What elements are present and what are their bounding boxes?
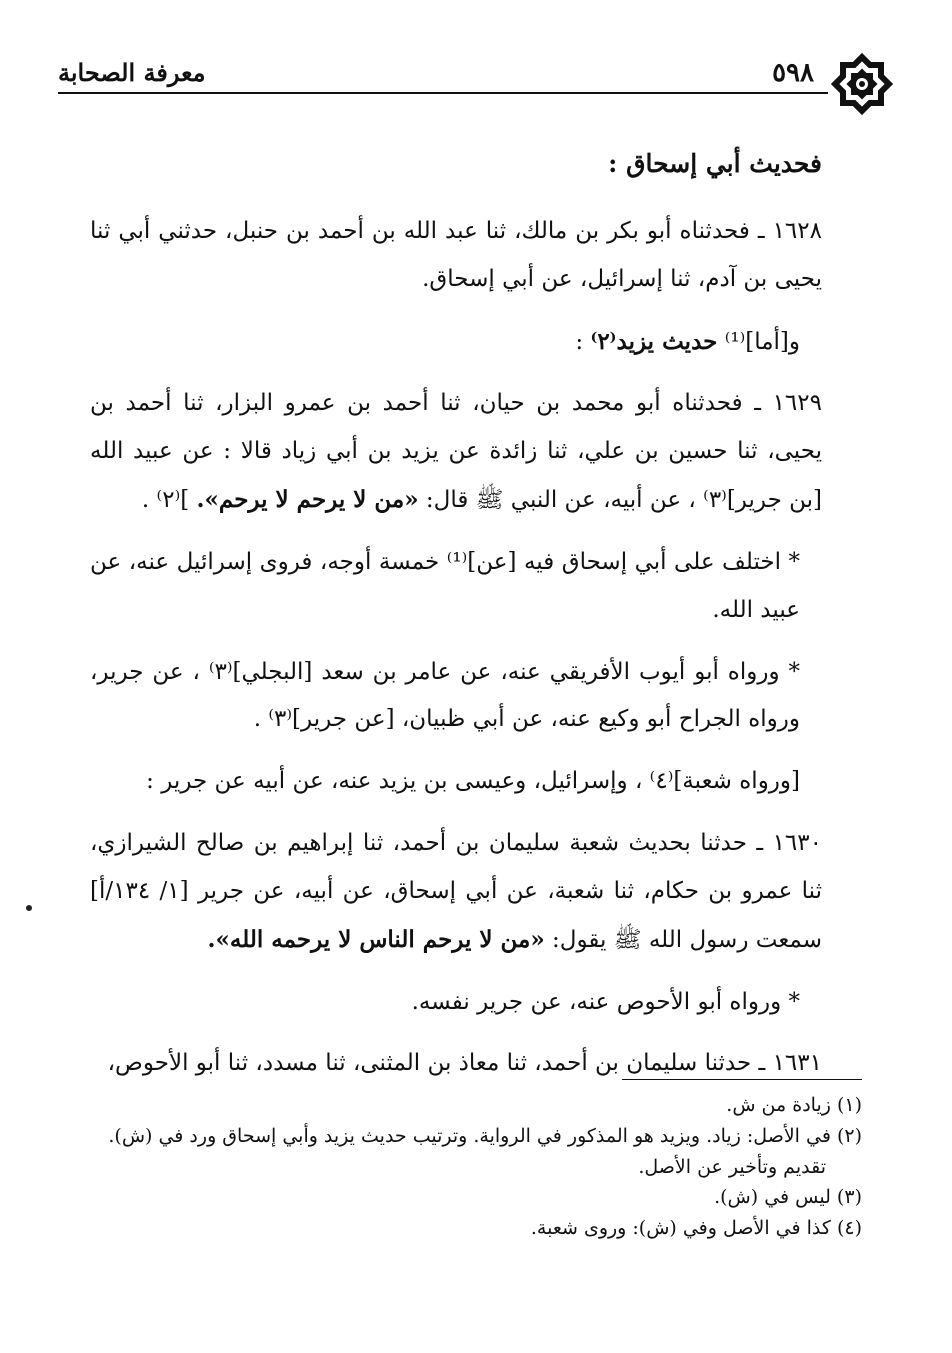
hadith-1629-text: ١٦٢٩ ـ فحدثناه أبو محمد بن حيان، ثنا أحمد بن عمرو البزار، ثنا أحمد بن يحيى، ثنا حسين بن علي، ثنا زائدة عن يزيد بن أبي زياد قالا : عن عبيد الله [بن جرير]⁽٣⁾ ، عن أبيه، عن النبي ﷺ قال: [90,390,822,514]
running-title: معرفة الصحابة [58,58,206,87]
footnote-1: (١) زيادة من ش. [726,1094,862,1116]
footnote-rule [622,1079,862,1080]
hadith-1631: ١٦٣١ ـ حدثنا سليمان بن أحمد، ثنا معاذ بن المثنى، ثنا مسدد، ثنا أبو الأحوص، [107,1050,822,1077]
hadith-1629 [90,380,822,524]
sub-heading-bold: حديث يزيد⁽٢⁾ [590,327,718,355]
header-rule [58,92,828,94]
footnote-2: (٢) في الأصل: زياد. ويزيد هو المذكور في الرواية. وترتيب حديث يزيد وأبي إسحاق ورد في (ش). [108,1124,862,1147]
hadith-1628: ١٦٢٨ ـ فحدثناه أبو بكر بن مالك، ثنا عبد الله بن أحمد بن حنبل، حدثني أبي ثنا يحيى بن آدم، ثنا إسرائيل، عن أبي إسحاق. [90,218,822,292]
hadith-1630-quote: «من لا يرحم الناس لا يرحمه الله». [207,925,545,953]
octagonal-star-ornament-icon [830,52,894,116]
hadith-1630 [90,820,822,964]
hadith-1629-quote: «من لا يرحم لا يرحم». [196,486,419,514]
sub-heading-suffix: : [575,328,584,355]
margin-mark [26,905,32,911]
page-header [58,52,894,108]
hadith-1629-end: ]⁽٢⁾ . [141,487,190,514]
sub-heading-prefix: و[أما]⁽¹⁾ [724,328,800,355]
hadith-1630-text: ١٦٣٠ ـ حدثنا بحديث شعبة سليمان بن أحمد، ثنا إبراهيم بن صالح الشيرازي، ثنا عمرو بن حكام، ثنا شعبة، عن أبي إسحاق، عن أبيه، عن جرير [١/ ١٣٤/أ] سمعت رسول الله ﷺ يقول: [90,830,822,953]
footnote-3: (٣) ليس في (ش). [714,1186,862,1209]
page-number: ٥٩٨ [772,58,814,88]
note-4: * ورواه أبو الأحوص عنه، عن جرير نفسه. [411,988,800,1015]
note-3: [ورواه شعبة]⁽٤⁾ ، وإسرائيل، وعيسى بن يزيد عنه، عن أبيه عن جرير : [146,768,800,795]
footnotes [90,1090,862,1244]
footnote-4: (٤) كذا في الأصل وفي (ش): وروى شعبة. [530,1217,862,1240]
section-heading: فحديث أبي إسحاق : [608,149,822,178]
footnote-2-continued: تقديم وتأخير عن الأصل. [638,1155,826,1178]
sub-heading [90,318,822,367]
note-1: * اختلف على أبي إسحاق فيه [عن]⁽¹⁾ خمسة أوجه، فروى إسرائيل عنه، عن عبيد الله. [90,548,801,623]
main-text [90,138,822,1102]
note-2: * ورواه أبو أيوب الأفريقي عنه، عن عامر بن سعد [البجلي]⁽٣⁾ ، عن جرير، ورواه الجراح أبو وكيع عنه، عن أبي ظبيان، [عن جرير]⁽٣⁾ . [90,658,800,733]
